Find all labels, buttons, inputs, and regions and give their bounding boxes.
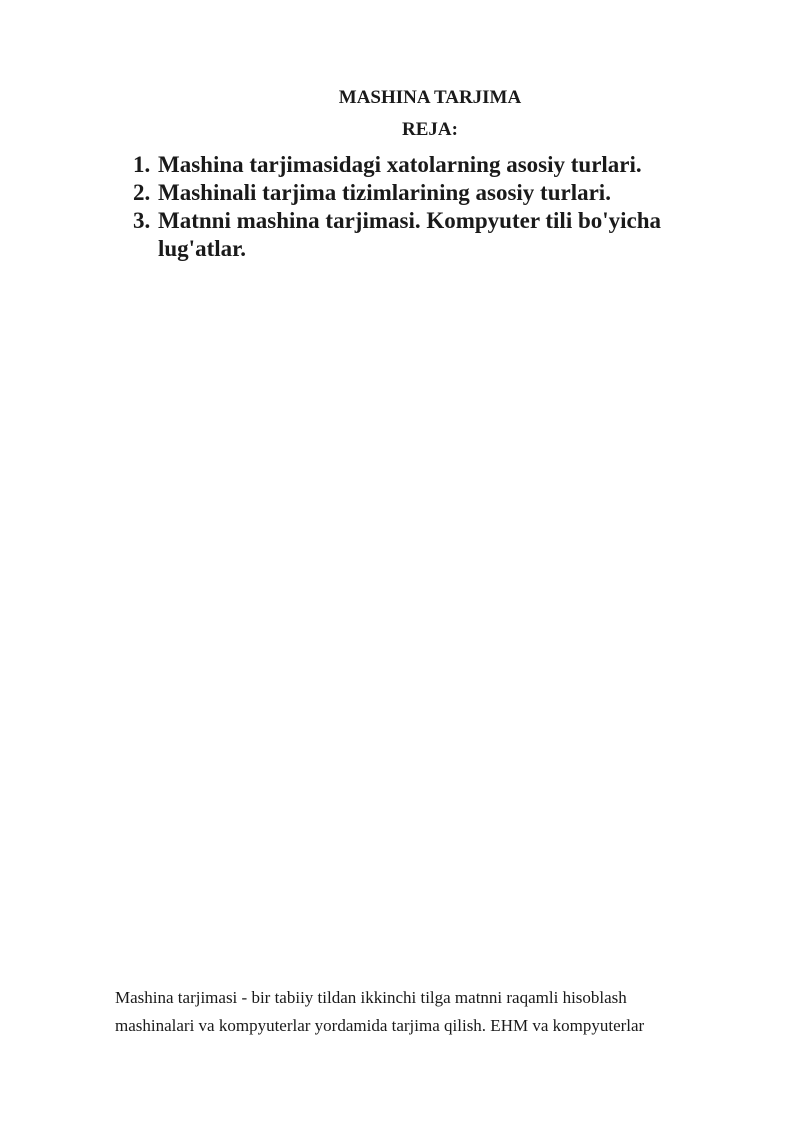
plan-item-text: Matnni mashina tarjimasi. Kompyuter tili bo'yicha lug'atlar. (158, 208, 662, 261)
plan-item (133, 207, 703, 263)
plan-heading: REJA: (402, 119, 458, 140)
body-line: Mashina tarjimasi - bir tabiiy tildan ikkinchi tilga matnni raqamli hisoblash (115, 988, 627, 1007)
plan-item-text: Mashinali tarjima tizimlarining asosiy turlari. (158, 180, 611, 205)
plan-item (133, 179, 703, 207)
plan-item-text: Mashina tarjimasidagi xatolarning asosiy turlari. (158, 152, 642, 177)
plan-item-number: 3. (133, 208, 151, 233)
plan-item-number: 2. (133, 180, 151, 205)
body-paragraph (115, 984, 735, 1040)
page-title: MASHINA TARJIMA (338, 87, 522, 108)
body-line: mashinalari va kompyuterlar yordamida tarjima qilish. EHM va kompyuterlar (115, 1016, 645, 1035)
plan-list (133, 151, 703, 263)
plan-item-number: 1. (133, 152, 151, 177)
plan-item (133, 151, 703, 179)
